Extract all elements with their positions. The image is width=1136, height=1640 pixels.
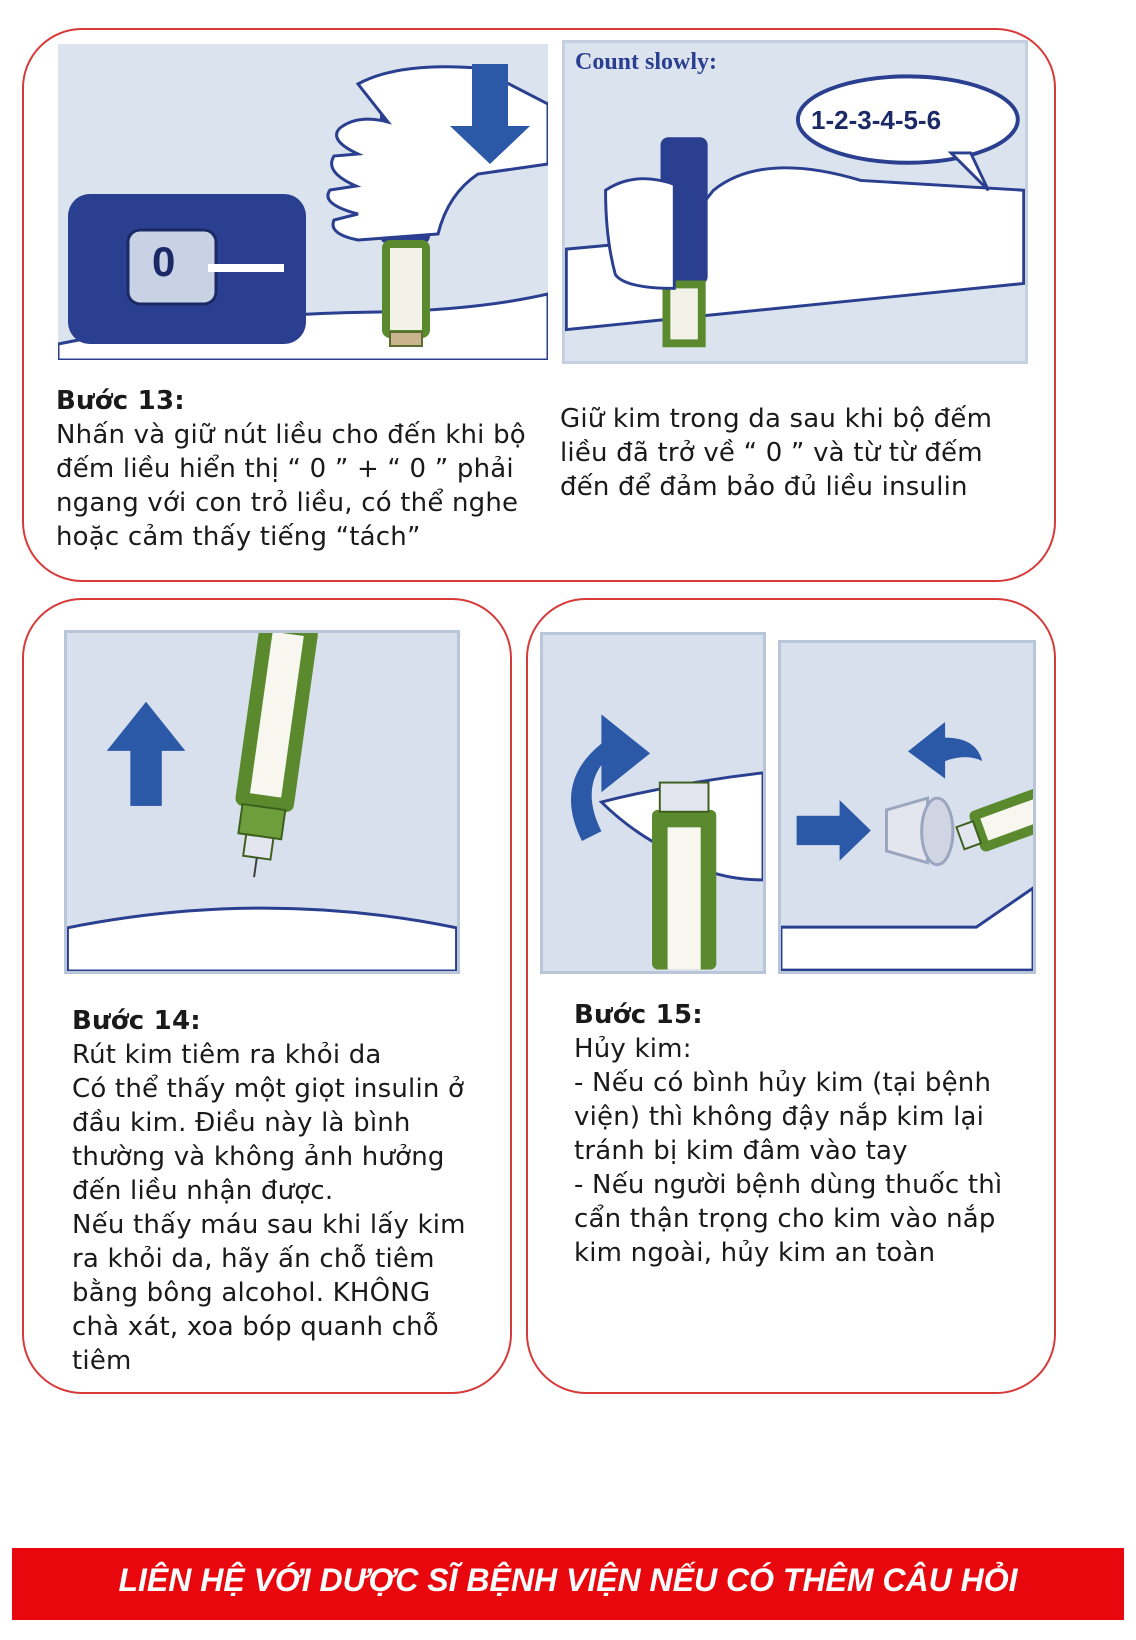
step-15-text [574,998,1002,1270]
illustration-withdraw-needle [64,630,460,974]
step-13b-line: liều đã trở về “ 0 ” và từ từ đếm [560,438,983,468]
step-14-line: thường và không ảnh hưởng [72,1142,445,1172]
step-14-line: Có thể thấy một giọt insulin ở [72,1074,465,1104]
count-slowly-title: Count slowly: [575,49,718,75]
step-15-line: Hủy kim: [574,1034,692,1064]
dose-dial-value: 0 [152,238,176,285]
step-13-title: Bước 13: [56,386,185,416]
step-14-line: tiêm [72,1346,132,1376]
step-15-line: cẩn thận trọng cho kim vào nắp [574,1204,996,1234]
step-13b-line: đến để đảm bảo đủ liều insulin [560,472,968,502]
step-15-line: tránh bị kim đâm vào tay [574,1136,908,1166]
step-14-line: ra khỏi da, hãy ấn chỗ tiêm [72,1244,435,1274]
contact-banner [12,1548,1124,1620]
illustration-count-slowly [562,40,1028,364]
illustration-remove-needle [540,632,766,974]
step-15-line: - Nếu có bình hủy kim (tại bệnh [574,1068,992,1098]
step-15-line: viện) thì không đậy nắp kim lại [574,1102,985,1132]
step-13b-line: Giữ kim trong da sau khi bộ đếm [560,404,993,434]
step-13-line: đếm liều hiển thị “ 0 ” + “ 0 ” phải [56,454,514,484]
step-13-line: ngang với con trỏ liều, có thể nghe [56,488,519,518]
step-13-text [56,384,526,554]
step-14-line: Nếu thấy máu sau khi lấy kim [72,1210,466,1240]
step-14-title: Bước 14: [72,1006,201,1036]
step-14-line: bằng bông alcohol. KHÔNG [72,1278,431,1308]
step-14-line: đầu kim. Điều này là bình [72,1108,411,1138]
step-14-line: đến liều nhận được. [72,1176,334,1206]
step-14-line: chà xát, xoa bóp quanh chỗ [72,1312,439,1342]
count-bubble-text: 1-2-3-4-5-6 [811,105,942,135]
step-14-text [72,1004,466,1378]
step-13b-text [560,402,992,504]
step-14-line: Rút kim tiêm ra khỏi da [72,1040,382,1070]
step-15-line: - Nếu người bệnh dùng thuốc thì [574,1170,1003,1200]
step-13-line: Nhấn và giữ nút liều cho đến khi bộ [56,420,526,450]
illustration-cap-needle [778,640,1036,974]
step-13-line: hoặc cảm thấy tiếng “tách” [56,522,421,552]
illustration-press-dose [58,44,548,360]
step-15-title: Bước 15: [574,1000,703,1030]
contact-banner-text: LIÊN HỆ VỚI DƯỢC SĨ BỆNH VIỆN NẾU CÓ THÊM CÂU HỎI [118,1562,1018,1598]
step-15-line: kim ngoài, hủy kim an toàn [574,1238,936,1268]
